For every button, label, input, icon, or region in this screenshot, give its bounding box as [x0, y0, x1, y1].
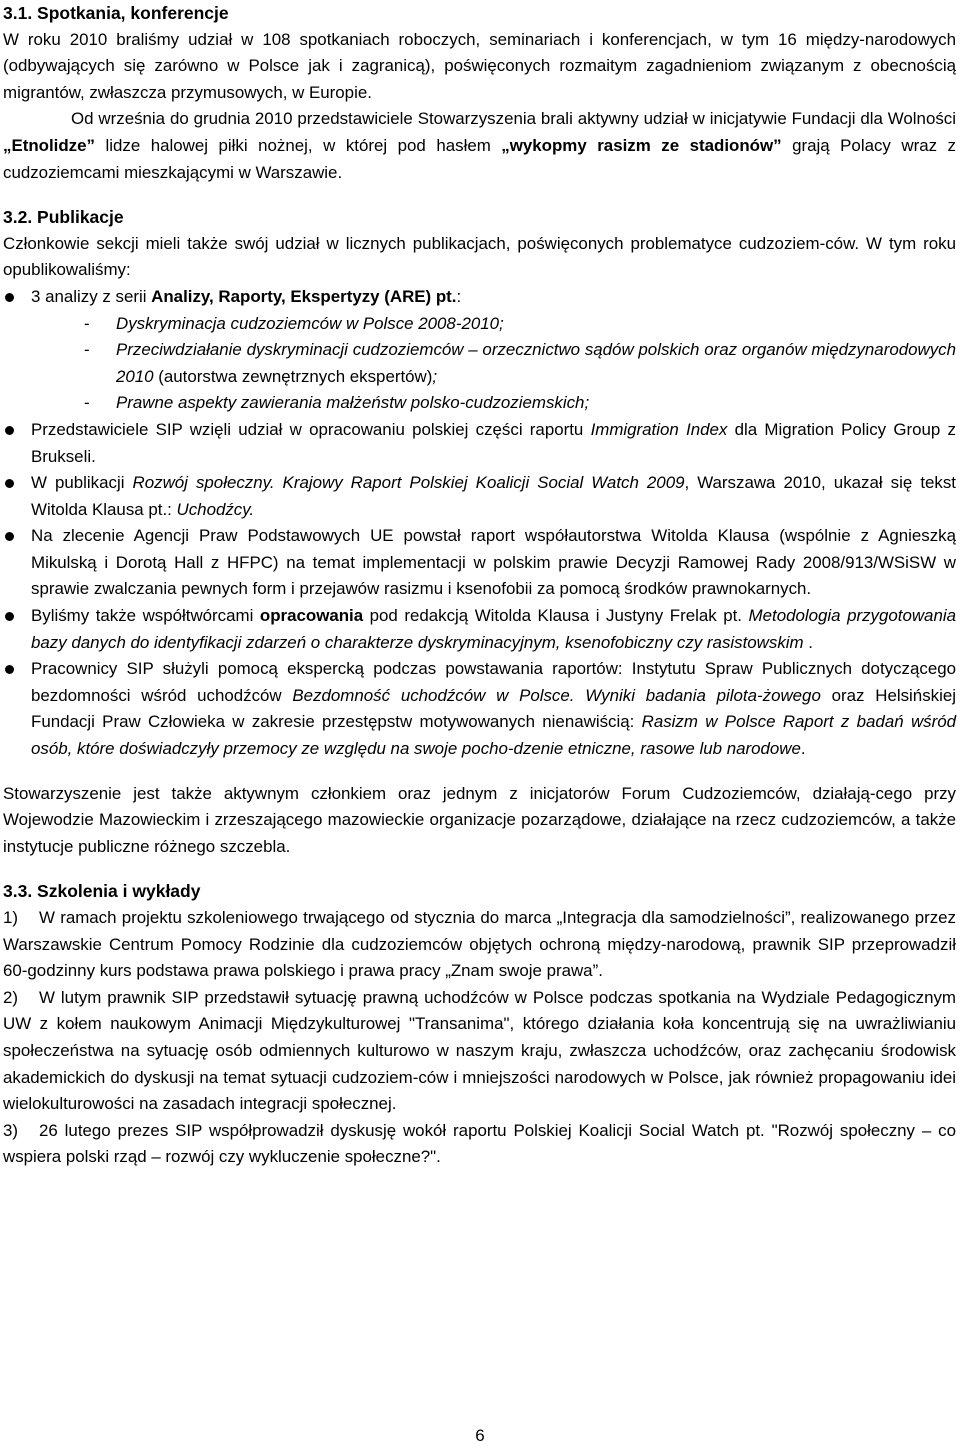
item-number: 1): [3, 908, 19, 927]
text-run: W publikacji: [31, 473, 133, 493]
text-run: W ramach projektu szkoleniowego trwającego od stycznia do marca „Integracja dla samodzielności”, realizowanego przez Warszawskie Centrum Pomocy Rodzinie dla cudzoziemców objętych ochroną między-narodową, prawnik SIP przeprowadził 60-godzinny kurs podstawa prawa polskiego i prawa pracy „Znam swoje prawa”.: [3, 908, 956, 981]
spacer: [3, 860, 956, 878]
list-item: [3, 656, 956, 762]
text-run: dla Migration Policy Group z Brukseli.: [31, 419, 956, 466]
list-item: [3, 603, 956, 656]
text-run: (autorstwa zewnętrznych ekspertów): [153, 366, 433, 386]
list-item: [3, 311, 956, 338]
list-item: [3, 470, 956, 523]
text-run: oraz Helsińskiej Fundacji Praw Człowieka w zakresie przestępstw motywowanych nienawiścią:: [31, 685, 956, 732]
list-item: [3, 390, 956, 417]
publications-list-continued: [3, 417, 956, 763]
publication-title: Metodologia przygotowania bazy danych do identyfikacji zdarzeń o charakterze dyskryminacyjnym, ksenofobiczny czy rasistowskim: [31, 606, 956, 652]
etnoliga-paragraph: [3, 106, 956, 186]
text-run: .: [803, 632, 813, 652]
section-heading-trainings: 3.3. Szkolenia i wykłady: [3, 881, 201, 902]
list-item: [3, 284, 956, 311]
training-item: [3, 1118, 956, 1171]
campaign-slogan: „wykopmy rasizm ze stadionów”: [501, 135, 782, 155]
page-number: 6: [475, 1426, 485, 1445]
item-number: 2): [3, 987, 19, 1007]
publications-intro: Członkowie sekcji mieli także swój udział w licznych publikacjach, poświęconych problematyce cudzoziem-ców. W tym roku opublikowaliśmy:: [3, 233, 956, 280]
publication-title: Immigration Index: [590, 419, 728, 439]
publication-title: Przeciwdziałanie dyskryminacji cudzoziemców – orzecznictwo sądów polskich oraz organów międzynarodowych 2010: [116, 340, 956, 386]
text-run: Byliśmy także współtwórcami: [31, 606, 260, 626]
series-name: Analizy, Raporty, Ekspertyzy (ARE) pt.: [151, 286, 457, 306]
list-item: [3, 337, 956, 390]
publication-title: Prawne aspekty zawierania małżeństw polsko-cudzoziemskich;: [116, 393, 590, 413]
text-run: grają Polacy wraz z cudzoziemcami mieszkającymi w Warszawie.: [3, 135, 956, 182]
text-run: .: [800, 739, 806, 759]
section-heading-meetings: 3.1. Spotkania, konferencje: [3, 3, 229, 23]
forum-paragraph: Stowarzyszenie jest także aktywnym członkiem oraz jednym z inicjatorów Forum Cudzoziemców, działają-cego przy Wojewodzie Mazowieckim i zrzeszającego mazowieckie organizacje pozarządowe, działające na rzecz cudzoziemców, a także instytucje publiczne różnego szczebla.: [3, 783, 956, 856]
document-page: [3, 0, 956, 1171]
text-run: lidze halowej piłki nożnej, w której pod hasłem: [94, 135, 502, 155]
text-run: W lutym prawnik SIP przedstawił sytuację prawną uchodźców w Polsce podczas spotkania na Wydziale Pedagogicznym UW z kołem naukowym Animacji Międzykulturowej "Transanima", którego działania koła koncentrują się na uwrażliwianiu społeczeństwa na sytuację osób odmiennych kulturowo w naszym kraju, zwłaszcza uchodźców, oraz zachęcaniu środowisk akademickich do dyskusji na temat sytuacji cudzoziem-ców i mniejszości narodowych w Polsce, jak również propagowaniu idei wielokulturowości na zasadach integracji społecznej.: [3, 987, 956, 1114]
training-item: [3, 905, 956, 985]
publication-title: Rasizm w Polsce Raport z badań wśród osób, które doświadczyły przemocy ze względu na swoje pocho-dzenie etniczne, rasowe lub narodowe: [31, 712, 956, 759]
spacer: [3, 763, 956, 781]
publication-title: Uchodźcy.: [176, 499, 255, 519]
publication-title: Bezdomność uchodźców w Polsce. Wyniki badania pilota-żowego: [292, 685, 821, 705]
text-run: Od września do grudnia 2010 przedstawiciele Stowarzyszenia brali aktywny udział w inicjatywie Fundacji dla Wolności: [71, 109, 956, 129]
etnoliga-name: „Etnolidze”: [3, 135, 95, 155]
publications-list: [3, 284, 956, 311]
publication-title: Rozwój społeczny. Krajowy Raport Polskiej Koalicji Social Watch 2009: [132, 473, 685, 493]
publication-title: Dyskryminacja cudzoziemców w Polsce 2008-2010;: [116, 313, 504, 333]
text-run: pod redakcją Witolda Klausa i Justyny Frelak pt.: [363, 606, 749, 626]
text-run: Przedstawiciele SIP wzięli udział w opracowaniu polskiej części raportu: [31, 419, 591, 439]
text-run: 26 lutego prezes SIP współprowadził dyskusję wokół raportu Polskiej Koalicji Social Watch pt. "Rozwój społeczny – co wspiera polski rząd – rozwój czy wykluczenie społeczne?".: [3, 1120, 956, 1167]
training-item: [3, 985, 956, 1118]
meetings-paragraph: W roku 2010 braliśmy udział w 108 spotkaniach roboczych, seminariach i konferencjach, w tym 16 między-narodowych (odbywających się zarówno w Polsce jak i zagranicą), poświęconych rozmaitym zagadnieniom związanym z obecnością migrantów, zwłaszcza przymusowych, w Europie.: [3, 29, 956, 102]
text-run: Pracownicy SIP służyli pomocą ekspercką podczas powstawania raportów: Instytutu Spraw Publicznych dotyczącego bezdomności wśród uchodźców: [31, 659, 956, 705]
text-run: 3 analizy z serii: [31, 286, 152, 306]
spacer: [3, 186, 956, 204]
analyses-list: [3, 311, 956, 417]
text-run: , Warszawa 2010, ukazał się tekst Witolda Klausa pt.:: [31, 473, 956, 519]
text-run: :: [456, 286, 462, 306]
item-number: 3): [3, 1120, 19, 1140]
list-item: [3, 417, 956, 470]
section-heading-publications: 3.2. Publikacje: [3, 207, 124, 228]
text-run: ;: [432, 366, 438, 386]
emphasis: opracowania: [259, 606, 364, 626]
list-item: Na zlecenie Agencji Praw Podstawowych UE powstał raport współautorstwa Witolda Klausa (wspólnie z Agnieszką Mikulską i Dorotą Hall z HFPC) na temat implementacji w polskim prawie Decyzji Ramowej Rady 2008/913/WSiSW w sprawie zwalczania pewnych form i przejawów rasizmu i ksenofobii za pomocą środków prawnokarnych.: [3, 523, 956, 603]
